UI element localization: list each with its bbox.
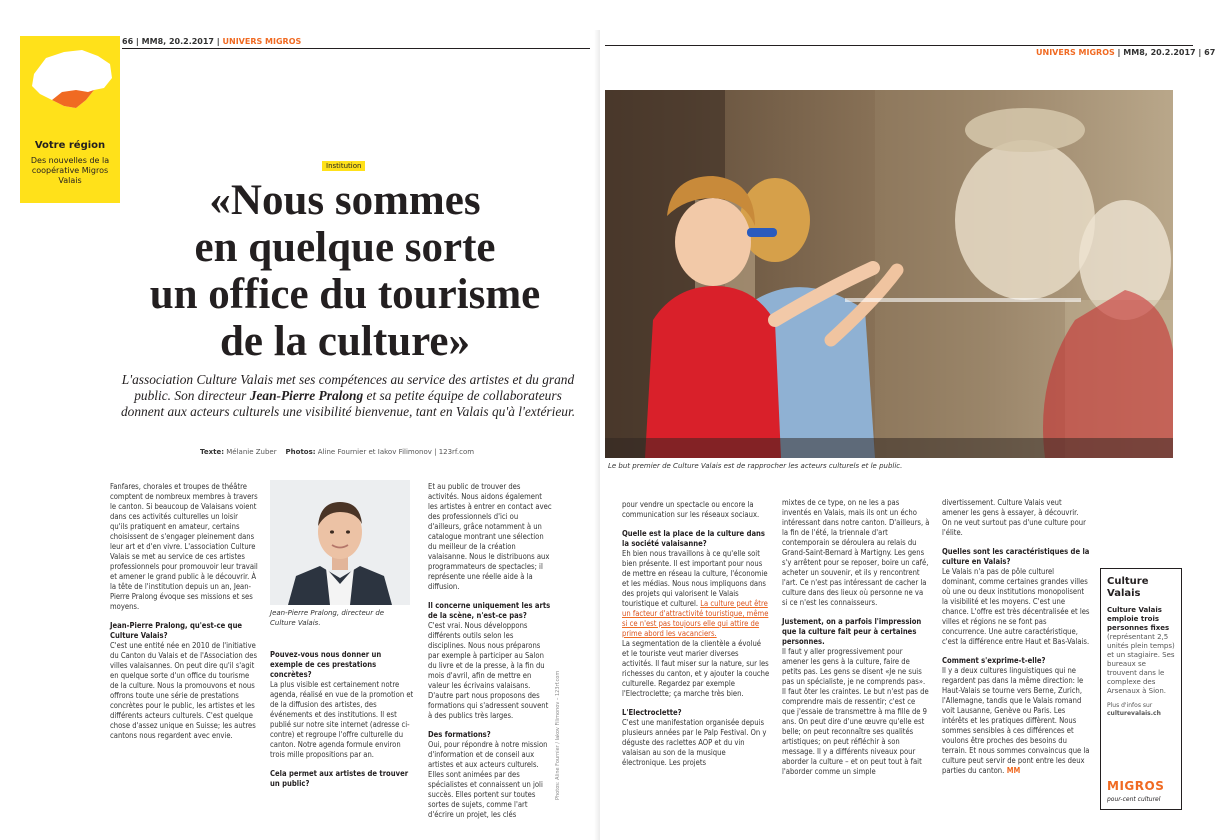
interview-question: Justement, on a parfois l'impression que la culture fait peur à certaines personnes.	[782, 617, 922, 646]
body-paragraph: Eh bien nous travaillons à ce qu'elle soit bien présente. Il est important pour nous de mettre en réseau la culture, l'économie et les médias. Nous nous impliquons dans des projets qui valorisent le Valais touristique et culturel. La culture peut être un facteur d'attractivité touristique, même si ce n'est pas toujours elle qui attire de prime abord les vacanciers.	[622, 549, 769, 638]
article-column-1	[110, 482, 258, 741]
headline	[100, 177, 590, 365]
interview-question: L'Electroclette?	[622, 708, 682, 717]
body-paragraph: Il y a deux cultures linguistiques qui ne regardent pas dans la même direction: le Haut-Valais se tourne vers Berne, Zurich, l'Allemagne, tandis que le Valais romand voit Lausanne, Genève ou Paris. Les intérêts et les pratiques diffèrent. Nous sommes sensibles à ces différences et voulons être proches des besoins du terrain. Et nous sommes convaincus que la culture peut servir de pont entre les deux parties du canton. MM	[942, 666, 1090, 775]
sidebar-link[interactable]: culturevalais.ch	[1107, 710, 1161, 717]
interview-question: Quelle est la place de la culture dans la société valaisanne?	[622, 529, 765, 548]
sidebar-title: Culture Valais	[1107, 576, 1149, 599]
body-paragraph: Fanfares, chorales et troupes de théâtre comptent de nombreux membres à travers le canton. Si beaucoup de Valaisans voient dans ces activités culturelles un loisir qu'ils pratiquent en amateur, certains choisissent de s'engager pleinement dans leur art et d'en vivre. L'association Culture Valais se met au service de ces artistes professionnels pour promouvoir leur travail et amener le grand public à le découvrir. À la tête de l'institution depuis un an, Jean-Pierre Pralong évoque ses missions et ses moyens.	[110, 482, 258, 611]
left-page	[0, 0, 600, 840]
body-paragraph: Il faut y aller progressivement pour amener les gens à la culture, faire de petits pas. Les gens se disent «Je ne suis pas un spécialiste, je ne comprends pas». Il faut ôter les craintes. Le but n'est pas de comprendre mais de ressentir; c'est ce que j'essaie de transmettre à ma fille de 9 ans. On peut dire d'une œuvre qu'elle est belle; on peut reconnaître ses qualités artistiques; on peut réfléchir à son message. Il y a différents niveaux pour aborder la culture – et on peut tout à fait l'aborder comme un simple	[782, 647, 929, 776]
right-page	[600, 0, 1215, 840]
header-rule	[122, 48, 590, 49]
header-rule	[605, 45, 1193, 46]
headline-line: en quelque sorte	[194, 224, 496, 271]
region-title: Votre région	[34, 140, 106, 151]
migros-slogan: pour-cent culturel	[1107, 796, 1161, 803]
body-paragraph: La segmentation de la clientèle a évolué et le touriste veut marier diverses activités. Il faut miser sur la nature, sur les richesses du canton, et y ajouter la couche culturelle. Regardez par exemple l'Electroclette; ça marche très bien.	[622, 639, 770, 698]
interview-question: Cela permet aux artistes de trouver un public?	[270, 769, 409, 788]
photo-caption: Le but premier de Culture Valais est de rapprocher les acteurs culturels et le public.	[608, 462, 903, 470]
left-running-head: 66 | MM8, 20.2.2017 | UNIVERS MIGROS	[122, 37, 302, 46]
interview-question: Pouvez-vous nous donner un exemple de ces prestations concrètes?	[270, 650, 382, 679]
switzerland-map-icon	[24, 44, 116, 120]
interview-question: Quelles sont les caractéristiques de la culture en Valais?	[942, 547, 1090, 566]
portrait-caption: Jean-Pierre Pralong, directeur de Culture Valais.	[270, 609, 385, 627]
sidebar-body: Culture Valais emploie trois personnes fixes (représentant 2,5 unités plein temps) et un stagiaire. Ses bureaux se trouvent dans le complexe des Arsenaux à Sion.	[1107, 606, 1175, 695]
body-paragraph: pour vendre un spectacle ou encore la communication sur les réseaux sociaux.	[622, 500, 760, 519]
info-sidebar	[1100, 568, 1182, 810]
body-paragraph: Oui, pour répondre à notre mission d'information et de conseil aux artistes et aux acteurs culturels. Elles sont animées par des spécialistes et connaissent un joli succès. Elles portent sur toutes sortes de sujets, comme l'art d'écrire un projet, les clés	[428, 740, 548, 819]
vertical-photo-credit: Photos: Aline Fournier / Iakov Filimonov – 123rf.com	[555, 670, 561, 800]
lead-name: Jean-Pierre Pralong	[249, 388, 364, 403]
article-column-2	[270, 650, 416, 789]
highlighted-quote: La culture peut être un facteur d'attractivité touristique, même si ce n'est pas toujours elle qui attire de prime abord les vacanciers.	[622, 599, 769, 638]
body-paragraph: divertissement. Culture Valais veut amener les gens à essayer, à découvrir. On ne veut surtout pas d'une culture pour l'élite.	[942, 498, 1086, 537]
headline-line: «Nous sommes	[209, 177, 481, 224]
interview-question: Il concerne uniquement les arts de la scène, n'est-ce pas?	[428, 601, 551, 620]
body-paragraph: C'est une manifestation organisée depuis plusieurs années par le Palp Festival. On y déguste des raclettes AOP et du vin valaisan au son de la musique électronique. Les projets	[622, 718, 767, 767]
article-column-3	[428, 482, 552, 820]
article-column-4	[622, 500, 770, 768]
end-mark: MM	[1004, 766, 1021, 775]
body-paragraph: C'est une entité née en 2010 de l'initiative du Canton du Valais et de l'Association des villes valaisannes. On peut dire qu'il s'agit en quelque sorte d'un office du tourisme de la culture. Nous la promouvons et nous offrons toute une série de prestations concrètes pour le public, les artistes et les différents acteurs culturels. C'est quelque chose d'assez unique en Suisse; les autres cantons nous regardent avec envie.	[110, 641, 258, 740]
article-column-6	[942, 498, 1090, 776]
body-paragraph: La plus visible est certainement notre agenda, réalisé en vue de la promotion et de la diffusion des artistes, des événements et des institutions. Il est publié sur notre site internet (adresse ci-contre) et regroupe l'offre culturelle du canton. Notre agenda formule environ trois mille propositions par an.	[270, 680, 414, 759]
portrait-photo	[270, 480, 410, 605]
body-paragraph: C'est vrai. Nous développons différents outils selon les disciplines. Nous nous préparons par exemple à participer au Salon du livre et de la presse, à la fin du mois d'avril, afin de mettre en valeur les écrivains valaisans. D'autre part nous proposons des formations qui s'adressent souvent à des publics très larges.	[428, 621, 549, 720]
feature-photo	[605, 90, 1173, 458]
body-paragraph: Le Valais n'a pas de pôle culturel dominant, comme certaines grandes villes où une ou deux institutions monopolisent la visibilité et les moyens. C'est une chance. L'offre est très décentralisée et les villes et régions ne se font pas concurrence. Une autre caractéristique, c'est la différence entre Haut et Bas-Valais.	[942, 567, 1090, 646]
section-tag: Institution	[322, 161, 365, 171]
headline-line: de la culture»	[219, 318, 471, 365]
right-running-head: UNIVERS MIGROS | MM8, 20.2.2017 | 67	[1036, 48, 1215, 57]
interview-question: Jean-Pierre Pralong, qu'est-ce que Culture Valais?	[110, 621, 243, 640]
body-paragraph: mixtes de ce type, on ne les a pas inventés en Valais, mais ils ont un écho intéressant dans notre canton. D'ailleurs, à la fin de l'été, la triennale d'art contemporain se déroulera au relais du Grand-Saint-Bernard à Martigny. Les gens s'y arrêtent pour se reposer, boire un café, acheter un souvenir, et ils y rencontrent l'art. Ce n'est pas intéressant de cacher la culture dans des lieux où personne ne va si ce n'est les connaisseurs.	[782, 498, 930, 607]
sidebar-info: Plus d'infos sur culturevalais.ch	[1107, 702, 1161, 717]
migros-logo: MIGROS	[1107, 779, 1165, 793]
region-subtitle: Des nouvelles de la coopérative Migros Valais	[30, 156, 110, 185]
interview-question: Comment s'exprime-t-elle?	[942, 656, 1046, 665]
article-column-5	[782, 498, 930, 777]
credits: Texte: Mélanie Zuber Photos: Aline Fournier et Iakov Filimonov | 123rf.com	[200, 448, 475, 456]
lead-paragraph: L'association Culture Valais met ses compétences au service des artistes et du grand public. Son directeur Jean-Pierre Pralong et sa petite équipe de collaborateurs donnent aux acteurs culturels une visibilité bienvenue, tant en Valais qu'à l'extérieur.	[120, 372, 576, 419]
interview-question: Des formations?	[428, 730, 491, 739]
headline-line: un office du tourisme	[149, 271, 541, 318]
body-paragraph: Et au public de trouver des activités. Nous aidons également les artistes à entrer en contact avec des professionnels d'ici ou d'ailleurs, grâce notamment à un catalogue montrant une sélection du meilleur de la création valaisanne. Nous le distribuons aux programmateurs de spectacles; il représente une réelle aide à la diffusion.	[428, 482, 552, 591]
